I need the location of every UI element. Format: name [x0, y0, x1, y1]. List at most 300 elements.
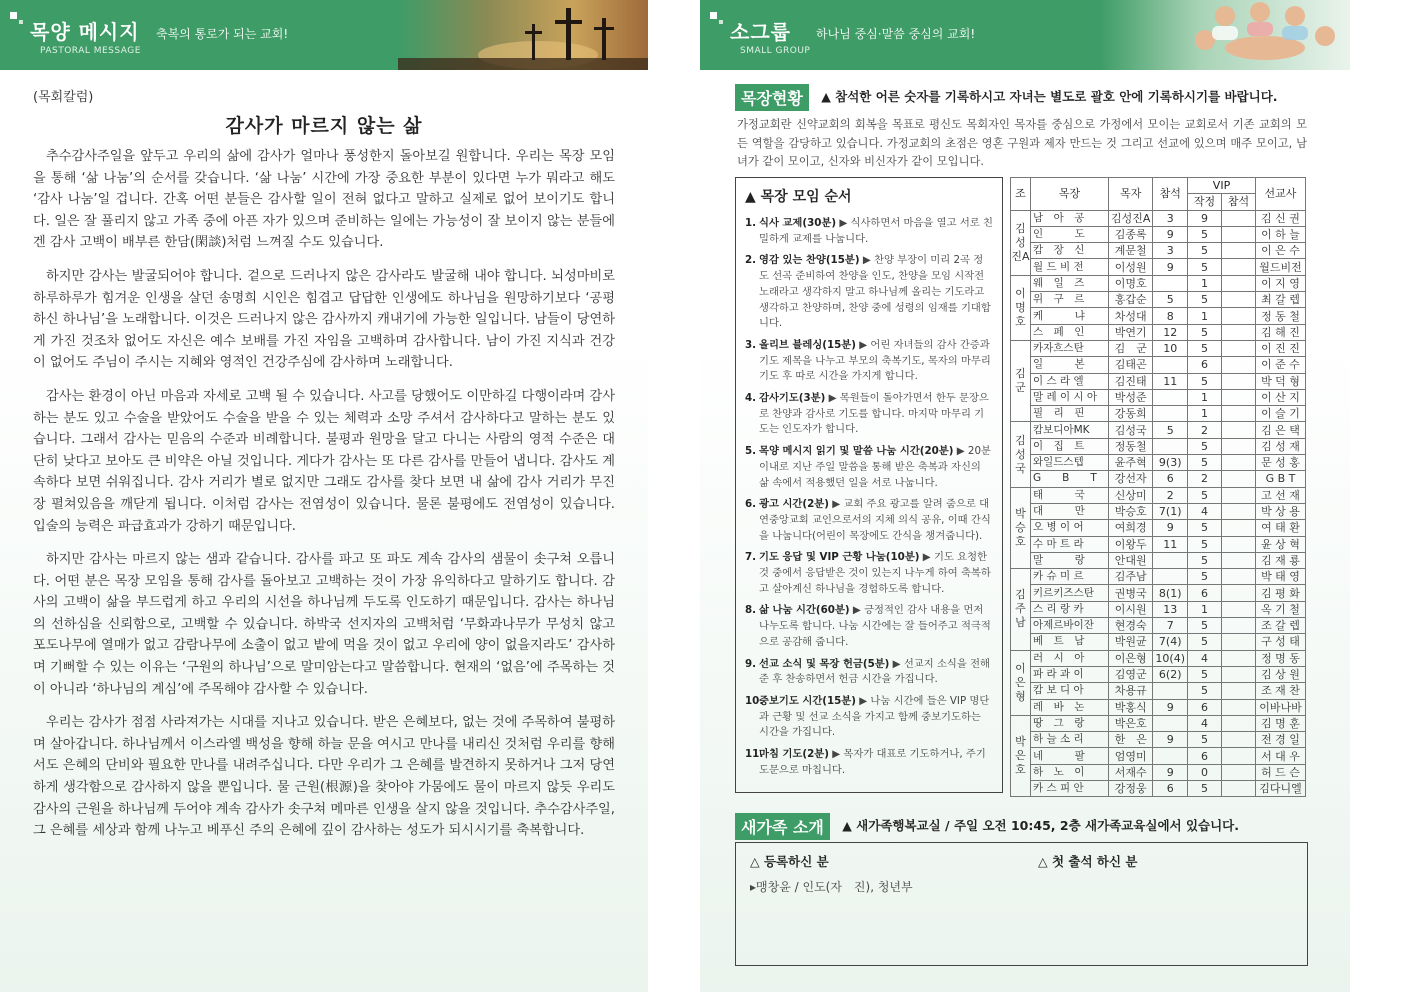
vip-jakjeong-cell: 5: [1188, 732, 1222, 748]
table-row: [1011, 308, 1306, 324]
column-paragraph: 감사는 환경이 아닌 마음과 자세로 고백 될 수 있습니다. 사고를 당했어도 이만하길 다행이라며 감사하는 분도 있고 수술을 받았어도 수술을 받을 수 있는 체력과 소망 주셔서 감사하다고 말하는 분도 있습니다. 그래서 감사는 믿음의 수준과 비례합니다. 불평과 원망을 달고 다니는 사람의 영적 수준은 대단히 낮다고 보아도 큰 비약은 아닐 것입니다. 게다가 감사는 또 다른 감사를 만들어 냅니다. 감사도 계속하다 보면 쉬워집니다. 감사 거리가 별로 없지만 그래도 감사를 찾다 보면 내 삶에 감사 거리가 무진장 펼쳐있음을 깨닫게 됩니다. 이처럼 감사는 전염성이 있습니다. 물론 불평에도 전염성이 있습니다. 입술의 능력은 파급효과가 강하기 때문입니다.: [33, 388, 615, 534]
missionary-cell: 옥 기 철: [1256, 601, 1306, 617]
vip-attend-cell: [1222, 438, 1256, 454]
attend-cell: 3: [1153, 210, 1188, 226]
meeting-order-item: [745, 747, 993, 778]
order-item-text: ▶ 어린 자녀들의 감사 간증과 기도 제목을 나누고 부모의 축복기도, 목자의 마무리 기도 후 따로 시간을 가지게 합니다.: [759, 338, 991, 383]
order-item-head: 목양 메시지 읽기 및 말씀 나눔 시간(20분): [759, 445, 954, 458]
table-row: [1011, 585, 1306, 601]
vip-jakjeong-cell: 1: [1188, 389, 1222, 405]
order-item-body: [759, 603, 993, 650]
mokja-cell: 박은호: [1109, 715, 1153, 731]
order-item-text: ▶ 목원들이 돌아가면서 한두 문장으로 찬양과 감사로 기도를 합니다. 마지막 마무리 기도는 인도자가 합니다.: [759, 392, 989, 436]
small-group-header: [700, 0, 1350, 70]
mokja-cell: 박홍식: [1109, 699, 1153, 715]
mokja-cell: 강정웅: [1109, 780, 1153, 796]
mokjang-cell: 필 리 핀: [1031, 406, 1109, 422]
meeting-order-item: [745, 497, 993, 544]
attend-cell: 6: [1153, 471, 1188, 487]
mokja-cell: 이왕두: [1109, 536, 1153, 552]
pastoral-message-page: [0, 0, 648, 992]
missionary-cell: 박 태 영: [1256, 569, 1306, 585]
registered-column: [750, 852, 913, 895]
column-paragraph: 하지만 감사는 마르지 않는 샘과 같습니다. 감사를 파고 또 파도 계속 감사의 샘물이 솟구쳐 오릅니다. 어떤 분은 목장 모임을 통해 감사를 돌아보고 고백하는 것이 가장 유익하다고 말하기도 합니다. 감사의 고백이 삶을 부드럽게 하고 우리의 시선을 하나님께 두도록 인도하기 때문입니다. 감사는 하나님의 선하심을 신뢰함으로, 고백할 수 있습니다. 하박국 선지자의 고백처럼 ‘무화과나무가 무성치 않고 포도나무에 열매가 없고 감람나무에 소출이 없고 밭에 먹을 것이 없고 우리에 양이 없을지라도’ 감사하며 기뻐할 수 있는 이유는 ‘구원의 하나님’으로 말미암는다고 말씀합니다. 현재의 ‘없음’에 주목하는 것이 아니라 ‘하나님의 계심’에 주목해야 감사할 수 있습니다.: [33, 552, 615, 697]
meeting-order-item: [745, 216, 993, 247]
missionary-cell: G B T: [1256, 471, 1306, 487]
mokjang-cell: 캄 장 신: [1031, 243, 1109, 259]
mokja-cell: 김 군: [1109, 340, 1153, 356]
attend-cell: 9: [1153, 732, 1188, 748]
first-attend-column: [1038, 852, 1137, 870]
table-row: [1011, 438, 1306, 454]
attend-cell: 6(2): [1153, 666, 1188, 682]
missionary-cell: 이 준 수: [1256, 357, 1306, 373]
order-item-head: 기도 응답 및 VIP 근황 나눔(10분): [759, 551, 920, 564]
mokjang-cell: 인 도: [1031, 226, 1109, 242]
order-item-head: 선교 소식 및 목장 헌금(5분): [759, 657, 890, 670]
attend-cell: [1153, 715, 1188, 731]
order-item-head: 광고 시간(2분): [759, 498, 829, 511]
attend-cell: 7(4): [1153, 634, 1188, 650]
missionary-cell: 구 성 태: [1256, 634, 1306, 650]
vip-attend-cell: [1222, 520, 1256, 536]
vip-jakjeong-cell: 5: [1188, 683, 1222, 699]
mokjang-cell: 하 늘 소 리: [1031, 732, 1109, 748]
missionary-cell: 이 지 영: [1256, 275, 1306, 291]
newfamily-label: 새가족 소개: [735, 813, 830, 840]
table-row: [1011, 275, 1306, 291]
mokjang-cell: 웨 일 즈: [1031, 275, 1109, 291]
mokja-cell: 서재수: [1109, 764, 1153, 780]
group-jo-cell: 김성진A: [1011, 210, 1031, 275]
table-row: [1011, 699, 1306, 715]
missionary-cell: 이 산 지: [1256, 389, 1306, 405]
header-subtitle: SMALL GROUP: [740, 46, 811, 56]
mokjang-table-body: [1011, 210, 1306, 797]
mokjang-cell: 대 만: [1031, 503, 1109, 519]
house-church-intro: 가정교회란 신약교회의 회복을 목표로 평신도 목회자인 목자를 중심으로 가정에서 모이는 교회로서 기존 교회의 모든 역할을 감당하고 있습니다. 가정교회의 초점은 영혼 구원과 제자 만드는 것 그리고 선교에 있으며 매주 모이고, 남녀가 같이 모이고, 신자와 비신자가 같이 모입니다.: [737, 118, 1307, 168]
order-item-text: ▶ 교회 주요 광고를 알려 줌으로 대연중앙교회 교인으로서의 지체 의식 공유, 이때 간식을 나눕니다(어린이 목장에도 간식을 챙겨줍니다).: [759, 498, 991, 542]
order-item-body: [759, 444, 993, 491]
col-mokja: 목자: [1109, 178, 1153, 211]
meeting-order-item: [745, 338, 993, 385]
vip-jakjeong-cell: 4: [1188, 650, 1222, 666]
mokja-cell: 강동희: [1109, 406, 1153, 422]
order-item-number: 2.: [745, 254, 757, 267]
column-paragraph: 우리는 감사가 점점 사라져가는 시대를 지나고 있습니다. 받은 은혜보다, 없는 것에 주목하여 불평하며 살아갑니다. 하나님께서 이스라엘 백성을 향해 하늘 문을 여시고 만나를 내리신 것처럼 우리를 향해서도 은혜의 단비와 필요한 만나를 내려주십니다. 다만 우리가 그 은혜를 발견하지 못하거나 그저 당연하게 생각함으로 감사하지 않을 뿐입니다. 물 근원(根源)을 찾아야 가뭄에도 물이 마르지 않듯 우리도 감사의 근원을 하나님께 두어야 계속 감사가 솟구쳐 메마른 인생을 살지 않을 것입니다. 추수감사주일, 그 은혜를 세상과 함께 나누고 베푸신 주의 은혜에 깊이 감사하는 성도가 되시시기를 축복합니다.: [33, 715, 615, 839]
vip-attend-cell: [1222, 357, 1256, 373]
col-vip-attend: 참석: [1222, 194, 1256, 210]
attend-cell: 9: [1153, 699, 1188, 715]
vip-jakjeong-cell: 5: [1188, 243, 1222, 259]
missionary-cell: 여 태 환: [1256, 520, 1306, 536]
mokjang-cell: 월 드 비 전: [1031, 259, 1109, 275]
missionary-cell: 김 성 재: [1256, 438, 1306, 454]
mokja-cell: 김종록: [1109, 226, 1153, 242]
order-item-body: [759, 391, 993, 438]
status-label: 목장현황: [735, 84, 809, 111]
vip-jakjeong-cell: 5: [1188, 340, 1222, 356]
meeting-order-item: [745, 253, 993, 332]
attend-cell: 9: [1153, 764, 1188, 780]
vip-attend-cell: [1222, 552, 1256, 568]
order-item-text: ▶ 기도 요청한 것 중에서 응답받은 것이 있는지 나누게 하여 축복하고 살아계신 하나님을 경험하도록 합니다.: [759, 551, 991, 595]
vip-attend-cell: [1222, 275, 1256, 291]
table-row: [1011, 552, 1306, 568]
table-row: [1011, 618, 1306, 634]
attend-cell: 9(3): [1153, 455, 1188, 471]
mokjang-cell: 땅 그 랑: [1031, 715, 1109, 731]
mokjang-cell: 스 리 랑 카: [1031, 601, 1109, 617]
vip-attend-cell: [1222, 487, 1256, 503]
vip-attend-cell: [1222, 308, 1256, 324]
attend-cell: 13: [1153, 601, 1188, 617]
meeting-order-item: [745, 657, 993, 688]
missionary-cell: 허 드 슨: [1256, 764, 1306, 780]
mokjang-cell: G B T: [1031, 471, 1109, 487]
vip-jakjeong-cell: 5: [1188, 226, 1222, 242]
vip-jakjeong-cell: 5: [1188, 666, 1222, 682]
col-jo: 조: [1011, 178, 1031, 211]
order-item-body: [759, 497, 993, 544]
vip-attend-cell: [1222, 324, 1256, 340]
missionary-cell: 이 슬 기: [1256, 406, 1306, 422]
order-item-head: 마침 기도(2분): [759, 748, 829, 761]
missionary-cell: 박 덕 형: [1256, 373, 1306, 389]
order-item-text: ▶ 나눔 시간에 들은 VIP 명단과 근황 및 선교 소식을 가지고 함께 중보기도하는 시간을 가집니다.: [759, 694, 990, 739]
table-row: [1011, 536, 1306, 552]
registered-title: △ 등록하신 분: [750, 854, 829, 869]
mokjang-cell: 오 병 이 어: [1031, 520, 1109, 536]
vip-jakjeong-cell: 2: [1188, 422, 1222, 438]
missionary-cell: 고 선 재: [1256, 487, 1306, 503]
order-item-text: ▶ 식사하면서 마음을 열고 서로 친밀하게 교제를 나눕니다.: [759, 217, 993, 245]
meeting-order-box: [735, 177, 1003, 793]
vip-attend-cell: [1222, 536, 1256, 552]
group-jo-cell: 이은형: [1011, 650, 1031, 715]
attend-cell: 11: [1153, 373, 1188, 389]
order-item-number: 4.: [745, 392, 757, 405]
vip-attend-cell: [1222, 455, 1256, 471]
vip-attend-cell: [1222, 780, 1256, 796]
crosses-sunset-image: [398, 0, 648, 70]
attend-cell: [1153, 438, 1188, 454]
mokja-cell: 김성국: [1109, 422, 1153, 438]
mokja-cell: 이은형: [1109, 650, 1153, 666]
table-row: [1011, 422, 1306, 438]
order-item-head: 삶 나눔 시간(60분): [759, 604, 850, 617]
mokja-cell: 이시원: [1109, 601, 1153, 617]
mokjang-cell: 말 랑: [1031, 552, 1109, 568]
order-item-body: [759, 550, 993, 597]
column-label: (목회칼럼): [33, 90, 94, 105]
header-title: 목양 메시지: [30, 20, 140, 44]
mokjang-cell: 카자흐스탄: [1031, 340, 1109, 356]
vip-jakjeong-cell: 5: [1188, 569, 1222, 585]
missionary-cell: 최 갈 렙: [1256, 292, 1306, 308]
mokjang-cell: 캄 보 디 아: [1031, 683, 1109, 699]
mokja-cell: 박승호: [1109, 503, 1153, 519]
missionary-cell: 서 대 우: [1256, 748, 1306, 764]
mokja-cell: 박원균: [1109, 634, 1153, 650]
group-jo-cell: 이명호: [1011, 275, 1031, 340]
header-title: 소그룹: [730, 20, 791, 44]
mokja-cell: 윤주혁: [1109, 455, 1153, 471]
table-row: [1011, 666, 1306, 682]
mokjang-cell: 케 냐: [1031, 308, 1109, 324]
missionary-cell: 김다니엘: [1256, 780, 1306, 796]
vip-jakjeong-cell: 5: [1188, 438, 1222, 454]
missionary-cell: 박 상 용: [1256, 503, 1306, 519]
status-section-header: [735, 84, 1335, 111]
mokja-cell: 여희경: [1109, 520, 1153, 536]
vip-attend-cell: [1222, 764, 1256, 780]
vip-attend-cell: [1222, 503, 1256, 519]
mokjang-cell: 수 마 트 라: [1031, 536, 1109, 552]
newfamily-note: ▲ 새가족행복교실 / 주일 오전 10:45, 2층 새가족교육실에서 있습니다.: [842, 818, 1239, 833]
order-item-number: 6.: [745, 498, 757, 511]
attend-cell: [1153, 406, 1188, 422]
col-attend: 참석: [1153, 178, 1188, 211]
order-item-body: [759, 253, 993, 332]
vip-attend-cell: [1222, 210, 1256, 226]
attend-cell: 9: [1153, 226, 1188, 242]
order-item-text: ▶ 긍정적인 감사 내용을 먼저 나누도록 합니다. 나눔 시간에는 잘 들어주고 적극적으로 공감해 줍니다.: [759, 604, 991, 648]
attend-cell: 5: [1153, 422, 1188, 438]
vip-jakjeong-cell: 1: [1188, 275, 1222, 291]
table-row: [1011, 324, 1306, 340]
order-item-body: [759, 216, 993, 247]
attend-cell: 8(1): [1153, 585, 1188, 601]
table-row: [1011, 471, 1306, 487]
missionary-cell: 김 신 권: [1256, 210, 1306, 226]
order-item-body: [759, 657, 993, 688]
order-item-number: 9.: [745, 657, 757, 670]
mokja-cell: 차성대: [1109, 308, 1153, 324]
vip-attend-cell: [1222, 292, 1256, 308]
vip-attend-cell: [1222, 340, 1256, 356]
vip-jakjeong-cell: 5: [1188, 618, 1222, 634]
attend-cell: [1153, 683, 1188, 699]
vip-attend-cell: [1222, 699, 1256, 715]
mokjang-cell: 키르키즈스탄: [1031, 585, 1109, 601]
mokjang-cell: 와일드스텝: [1031, 455, 1109, 471]
order-item-number: 10.: [745, 694, 764, 707]
attend-cell: 10: [1153, 340, 1188, 356]
missionary-cell: 김 재 룡: [1256, 552, 1306, 568]
order-item-text: ▶ 선교지 소식을 전해 준 후 찬송하면서 헌금 시간을 가집니다.: [759, 657, 990, 686]
mokja-cell: 이성원: [1109, 259, 1153, 275]
newfamily-box: [735, 842, 1308, 966]
order-item-number: 7.: [745, 551, 757, 564]
table-row: [1011, 455, 1306, 471]
missionary-cell: 이 하 늘: [1256, 226, 1306, 242]
missionary-cell: 전 경 일: [1256, 732, 1306, 748]
vip-attend-cell: [1222, 569, 1256, 585]
table-row: [1011, 503, 1306, 519]
table-row: [1011, 780, 1306, 796]
missionary-cell: 이 은 수: [1256, 243, 1306, 259]
col-missionary: 선교사: [1256, 178, 1306, 211]
order-item-body: [759, 747, 993, 778]
mokja-cell: 엄영미: [1109, 748, 1153, 764]
mokja-cell: 김영군: [1109, 666, 1153, 682]
newfamily-section-header: [735, 813, 1335, 840]
col-vip: VIP: [1188, 178, 1256, 194]
vip-attend-cell: [1222, 373, 1256, 389]
vip-jakjeong-cell: 1: [1188, 601, 1222, 617]
mokjang-cell: 이 집 트: [1031, 438, 1109, 454]
mokja-cell: 차용규: [1109, 683, 1153, 699]
attend-cell: 9: [1153, 520, 1188, 536]
vip-attend-cell: [1222, 422, 1256, 438]
vip-attend-cell: [1222, 683, 1256, 699]
col-vip-jakjeong: 작정: [1188, 194, 1222, 210]
mokja-cell: 이명호: [1109, 275, 1153, 291]
attend-cell: 3: [1153, 243, 1188, 259]
vip-attend-cell: [1222, 666, 1256, 682]
order-item-body: [759, 694, 993, 741]
missionary-cell: 정 동 철: [1256, 308, 1306, 324]
attend-cell: 2: [1153, 487, 1188, 503]
header-square-icon: [10, 12, 17, 19]
order-item-head: 올리브 블레싱(15분): [759, 338, 856, 351]
table-row: [1011, 601, 1306, 617]
meeting-order-list: [745, 216, 993, 779]
vip-jakjeong-cell: 5: [1188, 552, 1222, 568]
table-row: [1011, 520, 1306, 536]
meeting-order-item: [745, 694, 993, 741]
vip-jakjeong-cell: 5: [1188, 292, 1222, 308]
header-dot-icon: [719, 20, 723, 24]
mokja-cell: 김주남: [1109, 569, 1153, 585]
table-row: [1011, 210, 1306, 226]
vip-jakjeong-cell: 6: [1188, 748, 1222, 764]
missionary-cell: 조 갈 렙: [1256, 618, 1306, 634]
header-tagline: 하나님 중심·말씀 중심의 교회!: [816, 27, 976, 41]
mokjang-cell: 스 페 인: [1031, 324, 1109, 340]
table-row: [1011, 569, 1306, 585]
column-paragraph: 하지만 감사는 발굴되어야 합니다. 겉으로 드러나지 않은 감사라도 발굴해 내야 합니다. 뇌성마비로 하루하루가 힘겨운 인생을 살던 송명희 시인은 힘겹고 답답한 인생에도 하나님을 원망하기보다 ‘공평하신 하나님’을 노래합니다. 이것은 드러나지 않은 감사까지 캐내기에 가능한 일입니다. 남들이 당연하게 가진 것조차 없어도 자신은 예수 보배를 가진 자임을 고백하며 감사합니다. 남이 가진 지식과 건강이 없어도 주님이 주시는 지혜와 영적인 건강주심에 감사하며 노래합니다.: [33, 268, 615, 371]
group-hands-image: [1100, 0, 1350, 70]
order-item-head: 중보기도 시간(15분): [759, 694, 856, 707]
missionary-cell: 조 재 찬: [1256, 683, 1306, 699]
order-item-number: 5.: [745, 445, 757, 458]
table-row: [1011, 732, 1306, 748]
vip-jakjeong-cell: 5: [1188, 780, 1222, 796]
vip-jakjeong-cell: 5: [1188, 536, 1222, 552]
order-item-head: 영감 있는 찬양(15분): [759, 254, 860, 267]
mokja-cell: 박연기: [1109, 324, 1153, 340]
mokjang-cell: 일 본: [1031, 357, 1109, 373]
table-row: [1011, 715, 1306, 731]
header-dot-icon: [19, 20, 23, 24]
vip-attend-cell: [1222, 389, 1256, 405]
order-item-number: 3.: [745, 338, 757, 351]
table-row: [1011, 683, 1306, 699]
table-row: [1011, 406, 1306, 422]
missionary-cell: 문 성 홍: [1256, 455, 1306, 471]
mokjang-cell: 남 아 공: [1031, 210, 1109, 226]
mokja-cell: 김태곤: [1109, 357, 1153, 373]
vip-jakjeong-cell: 0: [1188, 764, 1222, 780]
mokjang-cell: 러 시 아: [1031, 650, 1109, 666]
pastoral-column: [33, 86, 615, 854]
table-row: [1011, 389, 1306, 405]
order-item-head: 감사기도(3분): [759, 392, 826, 405]
order-item-number: 11.: [745, 748, 764, 761]
table-row: [1011, 373, 1306, 389]
vip-attend-cell: [1222, 243, 1256, 259]
mokjang-cell: 하 노 이: [1031, 764, 1109, 780]
table-row: [1011, 357, 1306, 373]
group-jo-cell: 박승호: [1011, 487, 1031, 568]
vip-jakjeong-cell: 6: [1188, 585, 1222, 601]
col-mokjang: 목장: [1031, 178, 1109, 211]
table-row: [1011, 487, 1306, 503]
registered-entry: ▸맹창윤 / 인도(자 진), 청년부: [750, 880, 913, 894]
vip-attend-cell: [1222, 406, 1256, 422]
vip-jakjeong-cell: 2: [1188, 471, 1222, 487]
meeting-order-item: [745, 444, 993, 491]
pastoral-header: [0, 0, 648, 70]
mokja-cell: 정동철: [1109, 438, 1153, 454]
attend-cell: 6: [1153, 780, 1188, 796]
group-jo-cell: 박은호: [1011, 715, 1031, 796]
header-subtitle: PASTORAL MESSAGE: [40, 46, 141, 56]
table-row: [1011, 259, 1306, 275]
mokja-cell: 홍갑순: [1109, 292, 1153, 308]
missionary-cell: 김 상 원: [1256, 666, 1306, 682]
vip-jakjeong-cell: 5: [1188, 634, 1222, 650]
attend-cell: [1153, 552, 1188, 568]
vip-attend-cell: [1222, 650, 1256, 666]
column-title: 감사가 마르지 않는 삶: [225, 115, 423, 137]
vip-jakjeong-cell: 5: [1188, 324, 1222, 340]
missionary-cell: 김 평 화: [1256, 585, 1306, 601]
attend-cell: 5: [1153, 292, 1188, 308]
mokjang-table: [1010, 177, 1306, 797]
vip-jakjeong-cell: 6: [1188, 357, 1222, 373]
header-tagline: 축복의 통로가 되는 교회!: [156, 27, 289, 41]
vip-attend-cell: [1222, 715, 1256, 731]
mokja-cell: 강선자: [1109, 471, 1153, 487]
mokja-cell: 권병국: [1109, 585, 1153, 601]
vip-attend-cell: [1222, 585, 1256, 601]
vip-jakjeong-cell: 5: [1188, 520, 1222, 536]
vip-jakjeong-cell: 4: [1188, 503, 1222, 519]
meeting-order-title: ▲ 목장 모임 순서: [745, 189, 852, 205]
attend-cell: [1153, 275, 1188, 291]
mokja-cell: 계문철: [1109, 243, 1153, 259]
table-row: [1011, 292, 1306, 308]
table-row: [1011, 340, 1306, 356]
group-jo-cell: 김군: [1011, 340, 1031, 421]
small-group-page: [700, 0, 1350, 992]
missionary-cell: 정 명 동: [1256, 650, 1306, 666]
order-item-body: [759, 338, 993, 385]
mokjang-cell: 카 슈 미 르: [1031, 569, 1109, 585]
group-jo-cell: 김주남: [1011, 569, 1031, 650]
header-square-icon: [710, 12, 717, 19]
attend-cell: 12: [1153, 324, 1188, 340]
order-item-number: 8.: [745, 604, 757, 617]
missionary-cell: 월드비전: [1256, 259, 1306, 275]
column-paragraph: 추수감사주일을 앞두고 우리의 삶에 감사가 얼마나 풍성한지 돌아보길 원합니다. 우리는 목장 모임을 통해 ‘삶 나눔’의 순서를 갖습니다. ‘삶 나눔’ 시간에 가장 중요한 부분이 있다면 누가 뭐라고 해도 ‘감사 나눔’일 겁니다. 간혹 어떤 분들은 감사할 일이 전혀 없다고 말하고 실제로 없어 보이기도 합니다. 일은 잘 풀리지 않고 가족 중에 아픈 자가 있으며 준비하는 일에는 가능성이 잘 보이지 않는 분들에겐 감사 고백이 배부른 한담(閑談)처럼 느껴질 수도 있습니다.: [33, 149, 615, 251]
mokja-cell: 박성준: [1109, 389, 1153, 405]
mokjang-cell: 아제르바이잔: [1031, 618, 1109, 634]
vip-jakjeong-cell: 5: [1188, 487, 1222, 503]
